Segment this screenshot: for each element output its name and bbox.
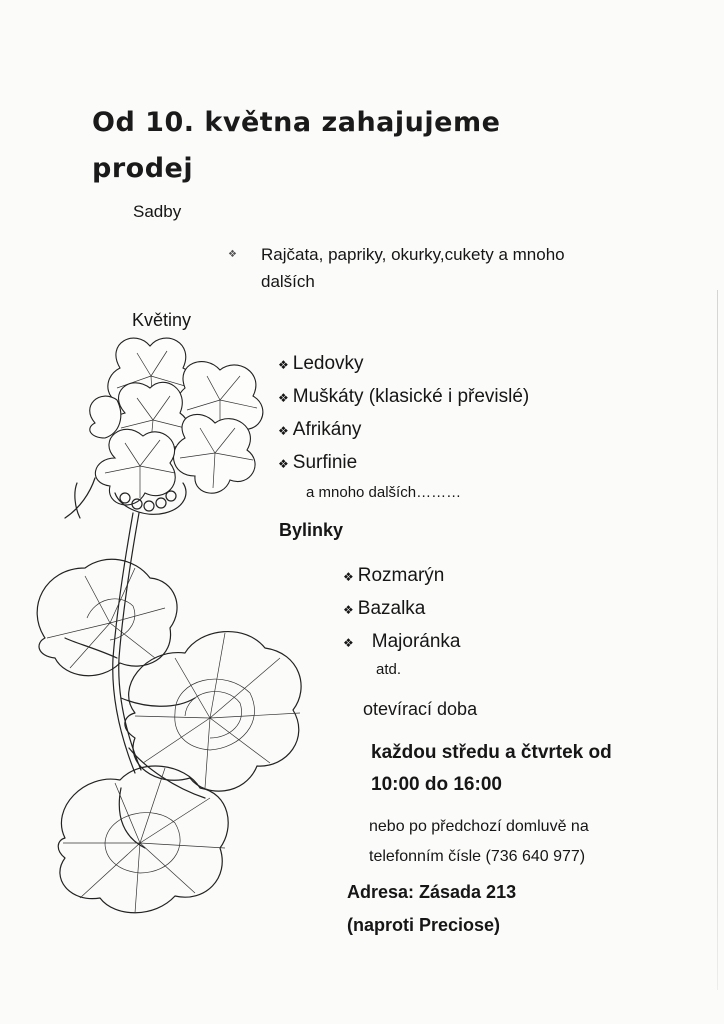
- list-item: ❖ Surfinie: [278, 452, 358, 473]
- kvetiny-heading: Květiny: [132, 310, 192, 330]
- page-edge-line: [717, 290, 718, 990]
- opening-hours-heading: otevírací doba: [363, 699, 478, 719]
- address-line: Adresa: Zásada 213: [347, 882, 517, 902]
- diamond-bullet-icon: ❖: [343, 636, 354, 650]
- diamond-bullet-icon: ❖: [278, 391, 289, 405]
- diamond-bullet-icon: ❖: [343, 603, 354, 617]
- bylinky-list: [343, 560, 460, 681]
- kvetiny-list: [278, 348, 529, 506]
- bylinky-more: atd.: [376, 661, 402, 678]
- diamond-bullet-icon: ❖: [278, 457, 289, 471]
- diamond-bullet-icon: ❖: [278, 424, 289, 438]
- diamond-bullet-icon: ❖: [343, 570, 354, 584]
- sadby-heading: Sadby: [133, 202, 182, 221]
- list-item: ❖ Rozmarýn: [343, 565, 445, 586]
- address-block: [347, 876, 647, 942]
- sadby-item: [228, 241, 588, 295]
- bylinky-heading: Bylinky: [279, 520, 344, 540]
- kvetiny-more: a mnoho dalších………: [306, 484, 462, 501]
- diamond-bullet-icon: ❖: [278, 358, 289, 372]
- opening-schedule: každou středu a čtvrtek od 10:00 do 16:00: [371, 742, 612, 795]
- list-item: ❖ Majoránka: [343, 631, 461, 652]
- sadby-item-text: Rajčata, papriky, okurky,cukety a mnoho dalších: [261, 245, 565, 291]
- page-title: Od 10. května zahajujeme prodej: [92, 107, 501, 184]
- diamond-bullet-icon: ❖: [228, 249, 237, 260]
- address-note: (naproti Preciose): [347, 915, 501, 935]
- opening-alternative: nebo po předchozí domluvě na telefonním čísle (736 640 977): [369, 818, 589, 865]
- list-item: ❖ Ledovky: [278, 353, 364, 374]
- list-item: ❖ Bazalka: [343, 598, 426, 619]
- list-item: ❖ Muškáty (klasické i převislé): [278, 386, 530, 407]
- list-item: ❖ Afrikány: [278, 419, 362, 440]
